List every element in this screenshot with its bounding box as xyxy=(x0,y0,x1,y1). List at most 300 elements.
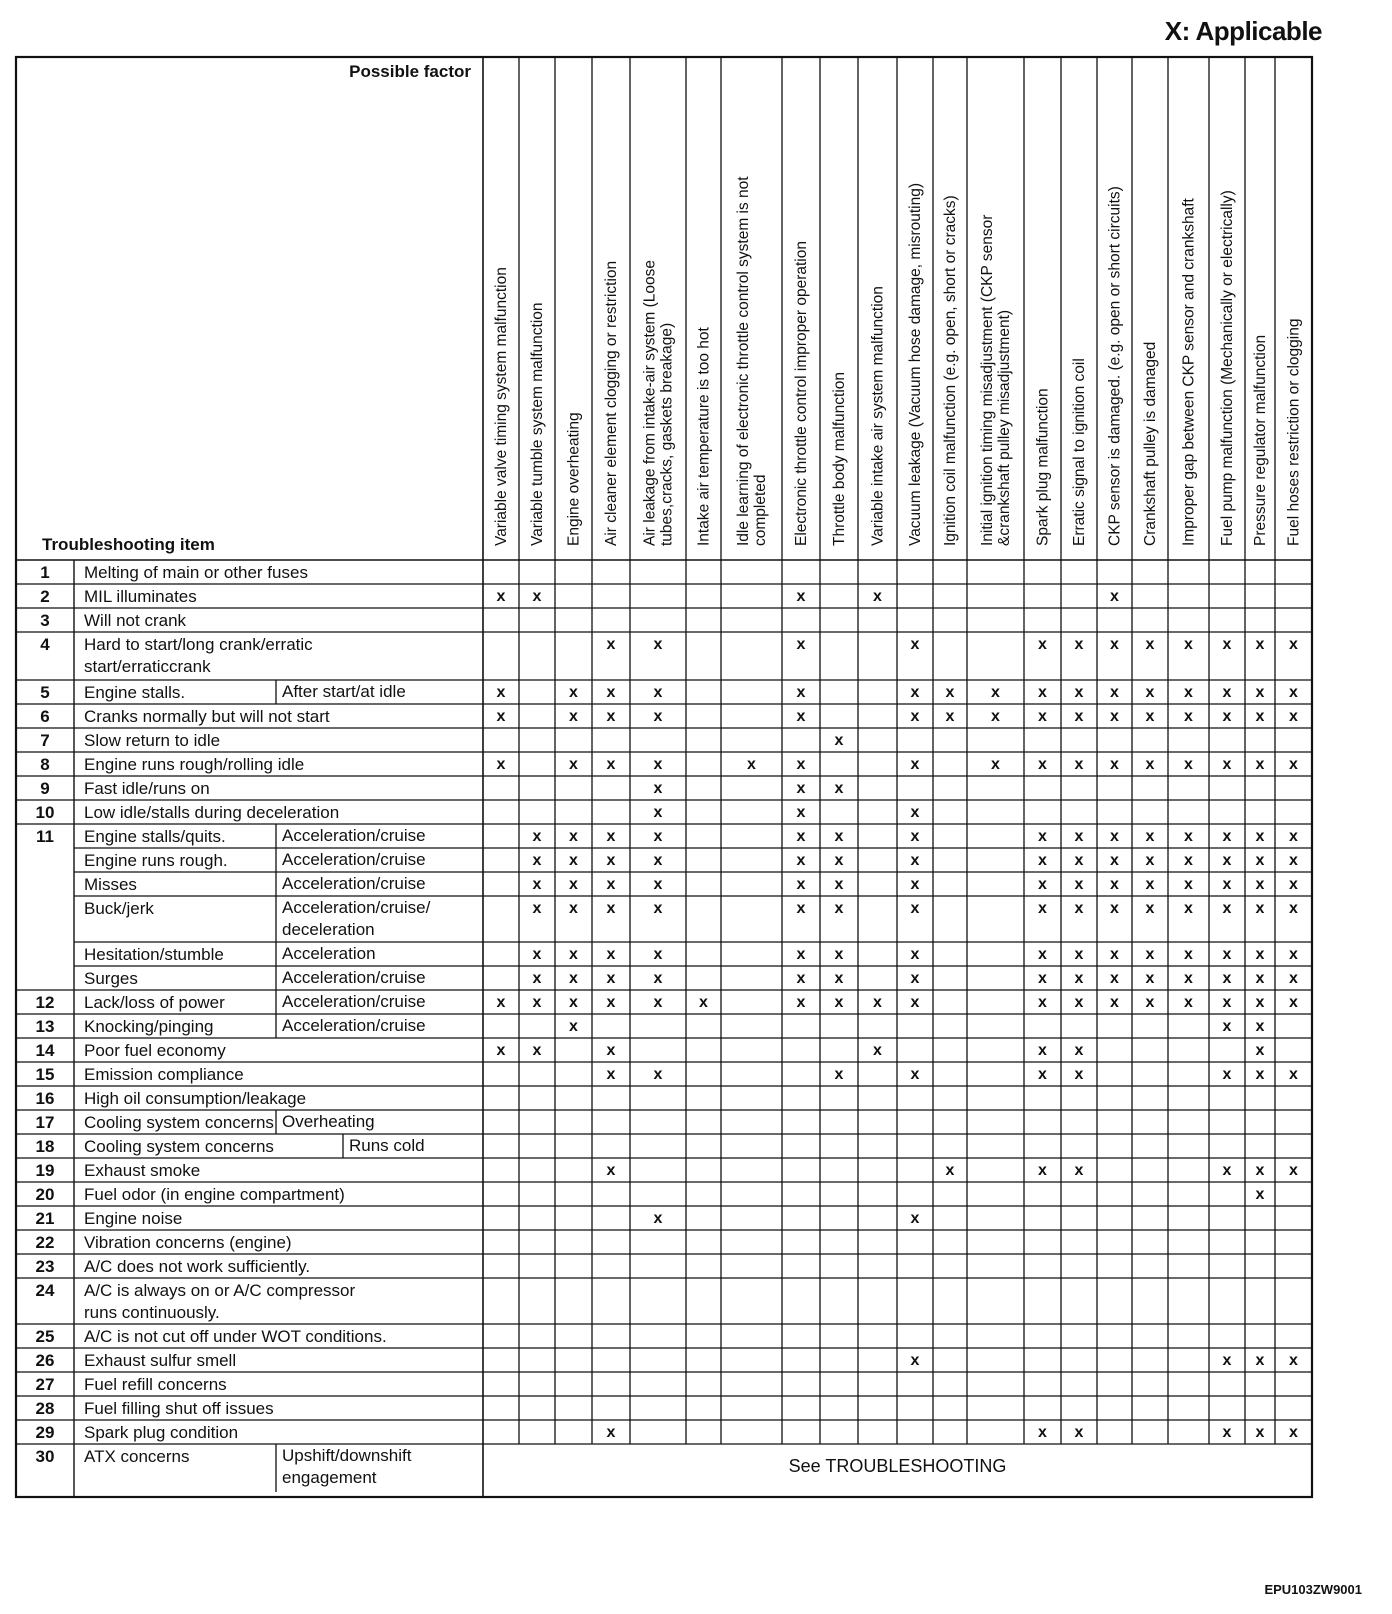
row-number: 21 xyxy=(35,1209,55,1228)
row-number: 17 xyxy=(35,1113,55,1132)
applicable-mark: x xyxy=(606,756,616,773)
applicable-mark: x xyxy=(532,588,542,605)
troubleshooting-item: Knocking/pinging xyxy=(84,1017,214,1036)
troubleshooting-item: Fuel filling shut off issues xyxy=(84,1399,274,1418)
applicable-mark: x xyxy=(1184,684,1193,701)
applicable-mark: x xyxy=(1222,970,1232,987)
troubleshooting-item: Engine stalls. xyxy=(84,683,186,702)
applicable-mark: x xyxy=(1289,946,1298,963)
applicable-mark: x xyxy=(1110,636,1119,653)
applicable-mark: x xyxy=(1255,1042,1265,1059)
troubleshooting-item: Buck/jerk xyxy=(84,899,154,918)
factor-header-3: Engine overheating xyxy=(565,412,583,546)
applicable-mark: x xyxy=(1289,684,1298,701)
applicable-mark: x xyxy=(945,684,955,701)
row-number: 2 xyxy=(40,587,50,606)
applicable-mark: x xyxy=(653,946,663,963)
factor-header-5: Air leakage from intake-air system (Loose xyxy=(641,259,659,546)
applicable-mark: x xyxy=(653,756,663,773)
condition-text: Acceleration/cruise xyxy=(282,850,426,869)
applicable-mark: x xyxy=(653,852,663,869)
applicable-mark: x xyxy=(606,1066,616,1083)
troubleshooting-item: Surges xyxy=(84,969,138,988)
applicable-mark: x xyxy=(606,684,616,701)
row-number: 9 xyxy=(40,779,50,798)
factor-header-14: Spark plug malfunction xyxy=(1034,388,1052,546)
troubleshooting-item: Low idle/stalls during deceleration xyxy=(84,803,340,822)
factor-header-4: Air cleaner element clogging or restriction xyxy=(603,260,620,546)
applicable-mark: x xyxy=(796,684,806,701)
applicable-mark: x xyxy=(1184,970,1193,987)
applicable-mark: x xyxy=(1289,1352,1298,1369)
factor-header-13: Initial ignition timing misadjustment (CKP sensor xyxy=(979,214,996,546)
applicable-mark: x xyxy=(1074,636,1084,653)
applicable-mark: x xyxy=(606,876,616,893)
legend: X: Applicable xyxy=(1164,16,1322,46)
applicable-mark: x xyxy=(1255,1162,1265,1179)
applicable-mark: x xyxy=(1222,852,1232,869)
applicable-mark: x xyxy=(1038,1424,1047,1441)
applicable-mark: x xyxy=(1038,900,1047,917)
applicable-mark: x xyxy=(1289,970,1298,987)
applicable-mark: x xyxy=(834,732,844,749)
row-number: 16 xyxy=(35,1089,55,1108)
condition-text: Acceleration/cruise xyxy=(282,992,426,1011)
factor-header-6: Intake air temperature is too hot xyxy=(695,327,713,546)
troubleshooting-item: Slow return to idle xyxy=(84,731,221,750)
applicable-mark: x xyxy=(834,780,844,797)
applicable-mark: x xyxy=(1038,756,1047,773)
applicable-mark: x xyxy=(1074,1424,1084,1441)
applicable-mark: x xyxy=(1038,1162,1047,1179)
row-number: 5 xyxy=(40,683,50,702)
applicable-mark: x xyxy=(1255,852,1265,869)
applicable-mark: x xyxy=(1184,946,1193,963)
applicable-mark: x xyxy=(653,780,663,797)
applicable-mark: x xyxy=(1222,708,1232,725)
troubleshooting-item: Melting of main or other fuses xyxy=(84,563,308,582)
row-number: 30 xyxy=(35,1447,55,1466)
applicable-mark: x xyxy=(1145,708,1155,725)
factor-header-1: Variable valve timing system malfunction xyxy=(493,267,510,546)
applicable-mark: x xyxy=(569,828,578,845)
applicable-mark: x xyxy=(747,756,756,773)
troubleshooting-item: runs continuously. xyxy=(84,1303,220,1322)
applicable-mark: x xyxy=(1074,756,1084,773)
applicable-mark: x xyxy=(496,708,506,725)
applicable-mark: x xyxy=(606,1424,616,1441)
applicable-mark: x xyxy=(1110,946,1119,963)
applicable-mark: x xyxy=(796,780,806,797)
applicable-mark: x xyxy=(496,1042,506,1059)
applicable-mark: x xyxy=(1289,1162,1298,1179)
condition-text: Acceleration/cruise xyxy=(282,826,426,845)
applicable-mark: x xyxy=(1222,946,1232,963)
applicable-mark: x xyxy=(796,804,806,821)
applicable-mark: x xyxy=(1074,1066,1084,1083)
applicable-mark: x xyxy=(873,588,882,605)
row-number: 27 xyxy=(35,1375,55,1394)
applicable-mark: x xyxy=(653,1066,663,1083)
factor-header-10: Variable intake air system malfunction xyxy=(869,286,887,546)
applicable-mark: x xyxy=(606,636,616,653)
applicable-mark: x xyxy=(945,1162,955,1179)
applicable-mark: x xyxy=(496,684,506,701)
condition-text: Acceleration xyxy=(282,944,376,963)
applicable-mark: x xyxy=(1255,994,1265,1011)
factor-header-15: Erratic signal to ignition coil xyxy=(1071,358,1088,546)
row-number: 8 xyxy=(40,755,50,774)
applicable-mark: x xyxy=(991,684,1000,701)
factor-header-17: Crankshaft pulley is damaged xyxy=(1142,341,1159,546)
applicable-mark: x xyxy=(910,804,920,821)
applicable-mark: x xyxy=(1289,828,1298,845)
applicable-mark: x xyxy=(910,684,920,701)
applicable-mark: x xyxy=(1074,1162,1084,1179)
applicable-mark: x xyxy=(1289,1424,1298,1441)
troubleshooting-item: Exhaust sulfur smell xyxy=(84,1351,237,1370)
applicable-mark: x xyxy=(1289,852,1298,869)
applicable-mark: x xyxy=(606,1042,616,1059)
applicable-mark: x xyxy=(1145,900,1155,917)
applicable-mark: x xyxy=(606,994,616,1011)
applicable-mark: x xyxy=(532,876,542,893)
applicable-mark: x xyxy=(910,708,920,725)
applicable-mark: x xyxy=(1145,876,1155,893)
applicable-mark: x xyxy=(796,588,806,605)
applicable-mark: x xyxy=(532,852,542,869)
applicable-mark: x xyxy=(1222,684,1232,701)
factor-header-7: completed xyxy=(752,474,769,546)
applicable-mark: x xyxy=(569,970,578,987)
troubleshooting-item: start/erraticcrank xyxy=(84,657,211,676)
applicable-mark: x xyxy=(991,708,1000,725)
troubleshooting-item: Vibration concerns (engine) xyxy=(84,1233,292,1252)
applicable-mark: x xyxy=(910,852,920,869)
applicable-mark: x xyxy=(910,828,920,845)
applicable-mark: x xyxy=(569,756,578,773)
applicable-mark: x xyxy=(606,852,616,869)
troubleshooting-item: Fuel refill concerns xyxy=(84,1375,227,1394)
applicable-mark: x xyxy=(1255,1424,1265,1441)
condition-text: Runs cold xyxy=(349,1136,425,1155)
applicable-mark: x xyxy=(1289,994,1298,1011)
row-number: 28 xyxy=(35,1399,55,1418)
applicable-mark: x xyxy=(873,994,882,1011)
condition-text: Acceleration/cruise xyxy=(282,968,426,987)
applicable-mark: x xyxy=(910,994,920,1011)
applicable-mark: x xyxy=(606,970,616,987)
applicable-mark: x xyxy=(496,588,506,605)
applicable-mark: x xyxy=(796,900,806,917)
troubleshooting-item: Misses xyxy=(84,875,137,894)
applicable-mark: x xyxy=(653,684,663,701)
troubleshooting-item: MIL illuminates xyxy=(84,587,197,606)
factor-header-7: Idle learning of electronic throttle control system is not xyxy=(735,176,752,546)
applicable-mark: x xyxy=(1074,1042,1084,1059)
row-number: 23 xyxy=(35,1257,55,1276)
applicable-mark: x xyxy=(1289,708,1298,725)
applicable-mark: x xyxy=(1222,1424,1232,1441)
applicable-mark: x xyxy=(1038,876,1047,893)
applicable-mark: x xyxy=(834,828,844,845)
applicable-mark: x xyxy=(1184,828,1193,845)
row-number: 12 xyxy=(35,993,55,1012)
troubleshooting-item: Hesitation/stumble xyxy=(84,945,224,964)
condition-text: deceleration xyxy=(282,920,375,939)
applicable-mark: x xyxy=(1074,852,1084,869)
applicable-mark: x xyxy=(1110,828,1119,845)
applicable-mark: x xyxy=(1038,684,1047,701)
applicable-mark: x xyxy=(1184,876,1193,893)
applicable-mark: x xyxy=(1145,756,1155,773)
applicable-mark: x xyxy=(1255,946,1265,963)
applicable-mark: x xyxy=(1184,900,1193,917)
row-number: 22 xyxy=(35,1233,55,1252)
applicable-mark: x xyxy=(910,756,920,773)
applicable-mark: x xyxy=(1255,900,1265,917)
applicable-mark: x xyxy=(910,946,920,963)
applicable-mark: x xyxy=(1110,852,1119,869)
applicable-mark: x xyxy=(1255,756,1265,773)
applicable-mark: x xyxy=(910,900,920,917)
applicable-mark: x xyxy=(1222,994,1232,1011)
applicable-mark: x xyxy=(834,970,844,987)
troubleshooting-item: Spark plug condition xyxy=(84,1423,239,1442)
applicable-mark: x xyxy=(834,876,844,893)
applicable-mark: x xyxy=(1222,636,1232,653)
factor-header-21: Fuel hoses restriction or clogging xyxy=(1285,318,1303,546)
condition-text: engagement xyxy=(282,1468,377,1487)
troubleshooting-item: A/C is not cut off under WOT conditions. xyxy=(84,1327,387,1346)
troubleshooting-item: Poor fuel economy xyxy=(84,1041,226,1060)
applicable-mark: x xyxy=(1289,756,1298,773)
applicable-mark: x xyxy=(910,876,920,893)
applicable-mark: x xyxy=(1038,970,1047,987)
troubleshooting-item: Lack/loss of power xyxy=(84,993,225,1012)
applicable-mark: x xyxy=(532,970,542,987)
applicable-mark: x xyxy=(1255,876,1265,893)
row-number: 3 xyxy=(40,611,50,630)
applicable-mark: x xyxy=(796,970,806,987)
troubleshooting-item: Will not crank xyxy=(84,611,187,630)
applicable-mark: x xyxy=(1110,708,1119,725)
applicable-mark: x xyxy=(532,828,542,845)
factor-header-13: &crankshaft pulley misadjustment) xyxy=(996,309,1013,546)
applicable-mark: x xyxy=(1145,636,1155,653)
applicable-mark: x xyxy=(1038,852,1047,869)
applicable-mark: x xyxy=(606,900,616,917)
applicable-mark: x xyxy=(496,756,506,773)
applicable-mark: x xyxy=(1074,970,1084,987)
applicable-mark: x xyxy=(796,946,806,963)
row-number: 18 xyxy=(35,1137,55,1156)
row-number: 10 xyxy=(35,803,55,822)
troubleshooting-item: Engine stalls/quits. xyxy=(84,827,226,846)
troubleshooting-item: Fuel odor (in engine compartment) xyxy=(84,1185,345,1204)
applicable-mark: x xyxy=(1110,900,1119,917)
troubleshooting-item: Exhaust smoke xyxy=(84,1161,201,1180)
applicable-mark: x xyxy=(699,994,708,1011)
applicable-mark: x xyxy=(1184,994,1193,1011)
applicable-mark: x xyxy=(1184,756,1193,773)
row-number: 24 xyxy=(35,1281,55,1300)
applicable-mark: x xyxy=(796,876,806,893)
applicable-mark: x xyxy=(606,828,616,845)
applicable-mark: x xyxy=(1145,946,1155,963)
applicable-mark: x xyxy=(834,900,844,917)
applicable-mark: x xyxy=(653,804,663,821)
applicable-mark: x xyxy=(1184,708,1193,725)
applicable-mark: x xyxy=(1038,828,1047,845)
applicable-mark: x xyxy=(1255,684,1265,701)
applicable-mark: x xyxy=(1289,636,1298,653)
troubleshooting-item: A/C is always on or A/C compressor xyxy=(84,1281,356,1300)
applicable-mark: x xyxy=(910,1066,920,1083)
applicable-mark: x xyxy=(653,970,663,987)
applicable-mark: x xyxy=(1038,946,1047,963)
applicable-mark: x xyxy=(569,852,578,869)
applicable-mark: x xyxy=(910,636,920,653)
applicable-mark: x xyxy=(1074,828,1084,845)
factor-header-18: Improper gap between CKP sensor and crankshaft xyxy=(1180,198,1198,546)
row-number: 19 xyxy=(35,1161,55,1180)
troubleshooting-item: Cooling system concerns xyxy=(84,1113,274,1132)
applicable-mark: x xyxy=(569,946,578,963)
applicable-mark: x xyxy=(496,994,506,1011)
troubleshooting-item: A/C does not work sufficiently. xyxy=(84,1257,311,1276)
condition-text: After start/at idle xyxy=(282,682,406,701)
applicable-mark: x xyxy=(873,1042,882,1059)
applicable-mark: x xyxy=(1184,852,1193,869)
row-number: 11 xyxy=(36,827,54,846)
applicable-mark: x xyxy=(1289,876,1298,893)
troubleshooting-item: Fast idle/runs on xyxy=(84,779,210,798)
factor-header-2: Variable tumble system malfunction xyxy=(529,302,546,546)
applicable-mark: x xyxy=(1110,684,1119,701)
factor-header-5: tubes,cracks, gaskets breakage) xyxy=(658,322,676,546)
applicable-mark: x xyxy=(653,994,663,1011)
applicable-mark: x xyxy=(1038,708,1047,725)
applicable-mark: x xyxy=(945,708,955,725)
factor-header-8: Electronic throttle control improper operation xyxy=(793,241,810,546)
row-number: 20 xyxy=(35,1185,55,1204)
applicable-mark: x xyxy=(1145,828,1155,845)
troubleshooting-item: Emission compliance xyxy=(84,1065,244,1084)
applicable-mark: x xyxy=(1222,876,1232,893)
applicable-mark: x xyxy=(1222,756,1232,773)
applicable-mark: x xyxy=(1222,900,1232,917)
factor-header-20: Pressure regulator malfunction xyxy=(1252,334,1269,546)
applicable-mark: x xyxy=(1145,970,1155,987)
applicable-mark: x xyxy=(1110,756,1119,773)
applicable-mark: x xyxy=(1255,828,1265,845)
applicable-mark: x xyxy=(796,708,806,725)
row-number: 25 xyxy=(35,1327,55,1346)
applicable-mark: x xyxy=(910,970,920,987)
applicable-mark: x xyxy=(569,684,578,701)
applicable-mark: x xyxy=(569,1018,578,1035)
applicable-mark: x xyxy=(834,994,844,1011)
applicable-mark: x xyxy=(796,994,806,1011)
applicable-mark: x xyxy=(653,636,663,653)
row-number: 14 xyxy=(35,1041,55,1060)
applicable-mark: x xyxy=(569,876,578,893)
applicable-mark: x xyxy=(1255,1186,1265,1203)
row-number: 7 xyxy=(40,731,50,750)
applicable-mark: x xyxy=(606,1162,616,1179)
troubleshooting-item: Engine runs rough/rolling idle xyxy=(84,755,305,774)
applicable-mark: x xyxy=(796,756,806,773)
row-number: 6 xyxy=(40,707,50,726)
applicable-mark: x xyxy=(1289,900,1298,917)
applicable-mark: x xyxy=(1289,1066,1298,1083)
troubleshooting-item: High oil consumption/leakage xyxy=(84,1089,307,1108)
applicable-mark: x xyxy=(1074,946,1084,963)
applicable-mark: x xyxy=(1255,970,1265,987)
applicable-mark: x xyxy=(1145,684,1155,701)
figure-id: EPU103ZW9001 xyxy=(1264,1582,1362,1597)
applicable-mark: x xyxy=(834,852,844,869)
applicable-mark: x xyxy=(569,900,578,917)
troubleshooting-item: ATX concerns xyxy=(84,1447,190,1466)
applicable-mark: x xyxy=(1222,1162,1232,1179)
applicable-mark: x xyxy=(991,756,1000,773)
factor-header-11: Vacuum leakage (Vacuum hose damage, misrouting) xyxy=(907,182,924,546)
applicable-mark: x xyxy=(653,1210,663,1227)
troubleshooting-item: Cranks normally but will not start xyxy=(84,707,330,726)
row-number: 26 xyxy=(35,1351,55,1370)
condition-text: Upshift/downshift xyxy=(282,1446,412,1465)
row-number: 4 xyxy=(40,635,50,654)
applicable-mark: x xyxy=(910,1352,920,1369)
applicable-mark: x xyxy=(1222,1066,1232,1083)
applicable-mark: x xyxy=(653,828,663,845)
applicable-mark: x xyxy=(1110,876,1119,893)
applicable-mark: x xyxy=(1255,636,1265,653)
applicable-mark: x xyxy=(532,900,542,917)
condition-text: Acceleration/cruise xyxy=(282,874,426,893)
applicable-mark: x xyxy=(532,946,542,963)
troubleshooting-item: Engine noise xyxy=(84,1209,183,1228)
applicable-mark: x xyxy=(796,852,806,869)
row-number: 15 xyxy=(35,1065,55,1084)
applicable-mark: x xyxy=(1222,828,1232,845)
applicable-mark: x xyxy=(653,876,663,893)
applicable-mark: x xyxy=(653,708,663,725)
applicable-mark: x xyxy=(1145,852,1155,869)
factor-header-19: Fuel pump malfunction (Mechanically or electrically) xyxy=(1219,190,1236,546)
row-number: 29 xyxy=(35,1423,55,1442)
troubleshooting-item: Cooling system concerns xyxy=(84,1137,274,1156)
possible-factor-label: Possible factor xyxy=(349,62,471,81)
factor-header-9: Throttle body malfunction xyxy=(831,371,848,546)
factor-header-12: Ignition coil malfunction (e.g. open, short or cracks) xyxy=(942,195,959,546)
applicable-mark: x xyxy=(653,900,663,917)
applicable-mark: x xyxy=(1145,994,1155,1011)
applicable-mark: x xyxy=(1038,994,1047,1011)
applicable-mark: x xyxy=(532,1042,542,1059)
applicable-mark: x xyxy=(1110,994,1119,1011)
condition-text: Acceleration/cruise xyxy=(282,1016,426,1035)
applicable-mark: x xyxy=(1255,1066,1265,1083)
applicable-mark: x xyxy=(1074,684,1084,701)
troubleshooting-item-label: Troubleshooting item xyxy=(42,535,215,554)
condition-text: Overheating xyxy=(282,1112,375,1131)
troubleshooting-item: Hard to start/long crank/erratic xyxy=(84,635,313,654)
applicable-mark: x xyxy=(834,946,844,963)
applicable-mark: x xyxy=(606,946,616,963)
